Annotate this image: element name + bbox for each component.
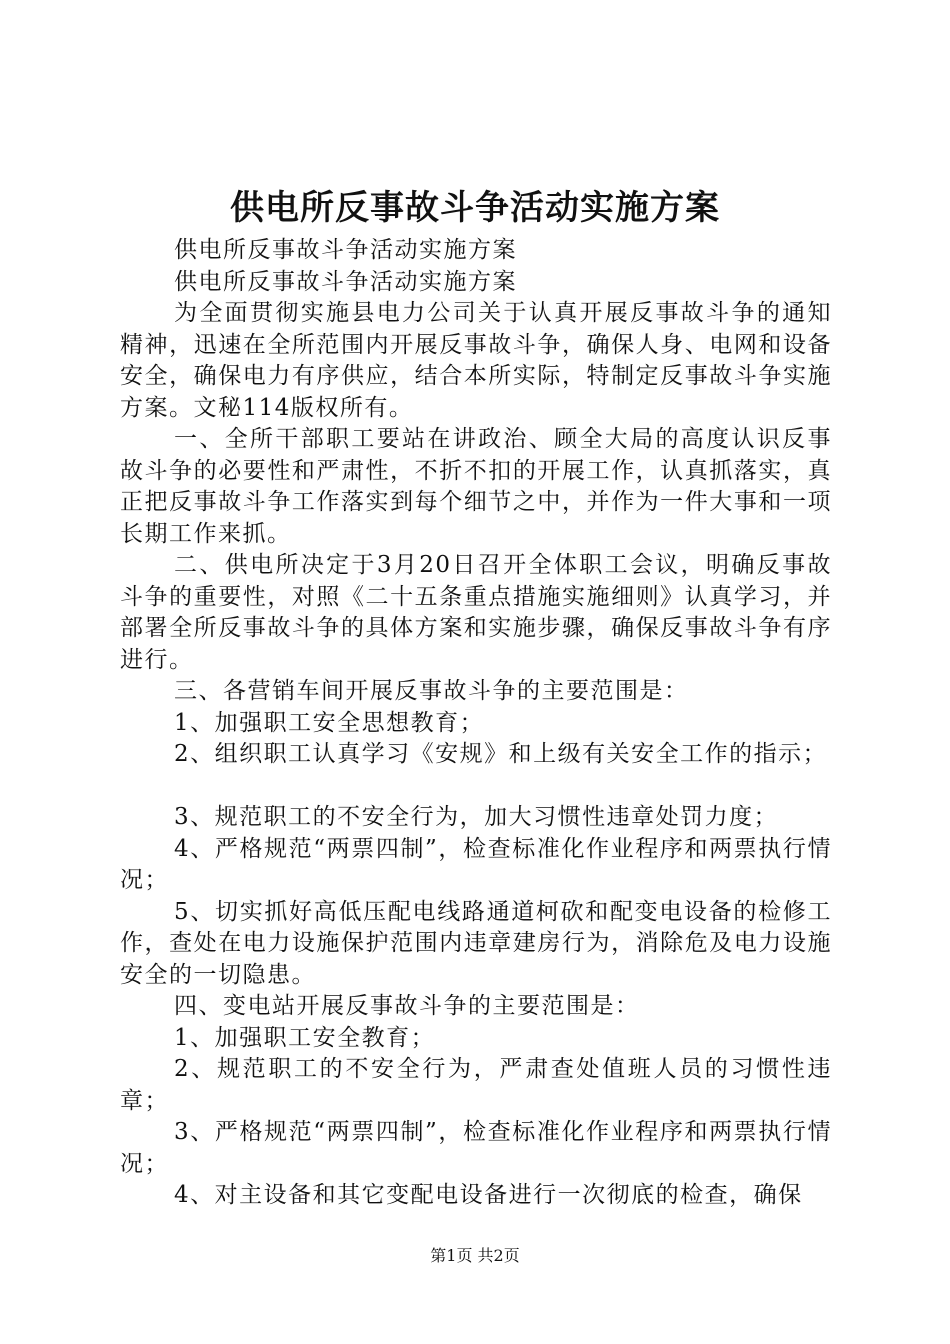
paragraph-item: 1、加强职工安全思想教育； — [174, 709, 485, 736]
document-title: 供电所反事故斗争活动实施方案 — [230, 188, 720, 228]
paragraph-section-3-heading: 三、各营销车间开展反事故斗争的主要范围是： — [174, 678, 689, 704]
paragraph-item: 4、对主设备和其它变配电设备进行一次彻底的检查，确保 — [174, 1182, 803, 1208]
page-footer: 第1页 共2页 — [430, 1246, 520, 1265]
paragraph-item: 3、规范职工的不安全行为，加大习惯性违章处罚力度； — [174, 804, 779, 830]
paragraph-subtitle-1: 供电所反事故斗争活动实施方案 — [174, 237, 517, 263]
document-body — [120, 235, 832, 1212]
paragraph-item: 5、切实抓好高低压配电线路通道柯砍和配变电设备的检修工作，查处在电力设施保护范围内违章建房行为，消除危及电力设施安全的一切隐患。 — [120, 898, 832, 988]
paragraph-subtitle-2: 供电所反事故斗争活动实施方案 — [174, 268, 517, 295]
paragraph-section-2: 二、供电所决定于3月20日召开全体职工会议，明确反事故斗争的重要性，对照《二十五条重点措施实施细则》认真学习，并部署全所反事故斗争的具体方案和实施步骤，确保反事故斗争有序进行。 — [120, 552, 832, 673]
paragraph-section-4-heading: 四、变电站开展反事故斗争的主要范围是： — [174, 993, 640, 1019]
paragraph-item: 2、组织职工认真学习《安规》和上级有关安全工作的指示； — [174, 741, 828, 767]
paragraph-item: 3、严格规范“两票四制”，检查标准化作业程序和两票执行情况； — [120, 1119, 832, 1177]
paragraph-item: 1、加强职工安全教育； — [174, 1024, 436, 1051]
paragraph-item: 4、严格规范“两票四制”，检查标准化作业程序和两票执行情况； — [120, 835, 832, 893]
paragraph-intro: 为全面贯彻实施县电力公司关于认真开展反事故斗争的通知精神，迅速在全所范围内开展反事故斗争，确保人身、电网和设备安全，确保电力有序供应，结合本所实际，特制定反事故斗争实施方案。文秘114版权所有。 — [120, 300, 832, 421]
paragraph-item: 2、规范职工的不安全行为，严肃查处值班人员的习惯性违章； — [120, 1056, 832, 1114]
paragraph-section-1: 一、全所干部职工要站在讲政治、顾全大局的高度认识反事故斗争的必要性和严肃性，不折不扣的开展工作，认真抓落实，真正把反事故斗争工作落实到每个细节之中，并作为一件大事和一项长期工作来抓。 — [120, 426, 832, 547]
